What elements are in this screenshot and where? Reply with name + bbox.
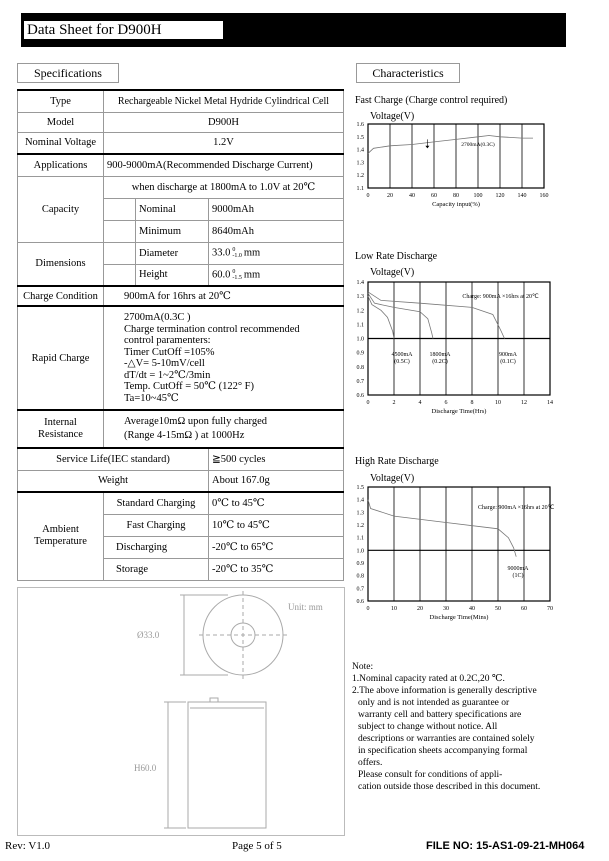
chart3-xtick: 40 [469, 606, 475, 612]
chart2-xtick: 4 [418, 400, 422, 406]
dimensions-label: Dimensions [18, 242, 104, 286]
chart1-ytick: 1.5 [356, 134, 364, 141]
spec-table [17, 89, 344, 581]
chart1-title: Fast Charge (Charge control required) [355, 95, 508, 106]
nominal-value: 9000mAh [209, 198, 344, 220]
chart2-xtick: 2 [392, 400, 396, 406]
discharging-label: Discharging [104, 536, 209, 558]
capacity-condition: when discharge at 1800mA to 1.0V at 20℃ [104, 176, 344, 198]
chart1-ytick: 1.1 [356, 186, 364, 192]
chart2-ytick: 0.6 [356, 393, 364, 399]
chart3-series-label: 9000mA [507, 566, 529, 572]
chart3-ylabel: Voltage(V) [370, 473, 415, 484]
chart2-series-label: 4500mA [391, 352, 413, 358]
std-charging-label: Standard Charging [104, 492, 209, 514]
characteristics-heading: Characteristics [356, 63, 460, 83]
side-view-body [188, 702, 266, 828]
chart1-ytick: 1.3 [356, 160, 364, 167]
chart2-xtick: 12 [521, 400, 527, 406]
height-label: Height [136, 264, 209, 286]
chart2-xlabel: Discharge Time(Hrs) [431, 408, 487, 415]
chart1-series-line [368, 136, 533, 154]
chart1-annotation: 2700mA(0.3C) [461, 141, 495, 148]
chart3-ytick: 0.6 [356, 599, 364, 605]
chart1-ytick: 1.2 [356, 173, 364, 180]
minimum-label: Minimum [136, 220, 209, 242]
charge-label: Charge Condition [18, 286, 104, 306]
ambient-label: Ambient Temperature [18, 492, 104, 580]
chart3-ytick: 0.8 [356, 573, 364, 580]
chart3-xtick: 10 [391, 606, 397, 612]
chart1-ytick: 1.6 [356, 122, 364, 128]
chart1-xtick: 20 [387, 193, 393, 199]
notes-heading: Note: [352, 662, 374, 672]
chart1-xtick: 40 [409, 193, 415, 199]
chart2-xtick: 6 [444, 400, 448, 406]
weight-label: Weight [18, 470, 209, 492]
note-line: in specification sheets accompanying formal [358, 746, 528, 756]
footer-rev: Rev: V1.0 [5, 840, 51, 852]
chart1-xlabel: Capacity input(%) [432, 201, 480, 208]
charge-value: 900mA for 16hrs at 20℃ [104, 286, 344, 306]
drawing-diameter: Ø33.0 [137, 630, 160, 640]
chart1-xtick: 80 [453, 193, 459, 199]
diameter-label: Diameter [136, 242, 209, 264]
note-line: cation outside those described in this document. [358, 782, 541, 792]
rapid-value: 2700mA(0.3C ) Charge termination control recommended control paramenters: Timer CutOff =105% -△V= 5-10mV/cell dT/dt = 1~2℃/3min Temp. CutOff = 50℃ (122° F) Ta=10~45℃ [104, 306, 344, 410]
note-line: descriptions or warranties are contained solely [358, 734, 535, 744]
model-value: D900H [104, 112, 344, 132]
fast-charging-value: 10℃ to 45℃ [209, 514, 344, 536]
chart3-annotation: Charge: 900mA ×16hrs at 20℃ [478, 505, 555, 512]
ir-value: Average10mΩ upon fully charged (Range 4-15mΩ ) at 1000Hz [104, 410, 344, 448]
weight-value: About 167.0g [209, 470, 344, 492]
chart1-xtick: 160 [539, 193, 549, 199]
chart2-xtick: 0 [366, 400, 370, 406]
chart3-title: High Rate Discharge [355, 456, 439, 467]
type-label: Type [18, 90, 104, 112]
specifications-heading: Specifications [17, 63, 119, 83]
chart3-ytick: 0.9 [356, 561, 364, 567]
chart3-ytick: 1.4 [356, 497, 364, 504]
voltage-value: 1.2V [104, 132, 344, 154]
chart3-xtick: 50 [495, 606, 501, 612]
type-value: Rechargeable Nickel Metal Hydride Cylindrical Cell [104, 90, 344, 112]
chart3-ytick: 1.2 [356, 523, 364, 529]
chart2-series-label: 1800mA [429, 352, 451, 358]
chart2-ytick: 0.9 [356, 350, 364, 357]
chart2-series-line [368, 296, 394, 338]
chart1-xtick: 140 [517, 193, 527, 199]
cell-drawing [17, 587, 345, 836]
storage-label: Storage [104, 558, 209, 580]
chart3-ytick: 1.3 [356, 510, 364, 517]
note-line: subject to change without notice. All [358, 722, 498, 732]
fast-charging-label: Fast Charging [104, 514, 209, 536]
minimum-value: 8640mAh [209, 220, 344, 242]
chart3-frame [368, 487, 550, 601]
model-label: Model [18, 112, 104, 132]
chart2-ylabel: Voltage(V) [370, 267, 415, 278]
applications-value: 900-9000mA(Recommended Discharge Current) [104, 154, 344, 176]
chart2-ytick: 0.8 [356, 364, 364, 371]
chart2-series-label: (0.1C) [500, 359, 516, 365]
chart2-title: Low Rate Discharge [355, 251, 438, 262]
chart3-xlabel: Discharge Time(Mins) [429, 614, 489, 621]
chart3-xtick: 30 [443, 606, 449, 612]
chart2-ytick: 1.3 [356, 294, 364, 301]
drawing-height: H60.0 [134, 763, 157, 773]
storage-value: -20℃ to 35℃ [209, 558, 344, 580]
chart2-ytick: 1.1 [356, 322, 364, 329]
chart1-ytick: 1.4 [356, 147, 364, 154]
page-title: Data Sheet for D900H [24, 21, 223, 39]
note-line: 1.Nominal capacity rated at 0.2C,20 ℃. [352, 674, 505, 684]
chart3-svg [350, 481, 562, 627]
life-label: Service Life(IEC standard) [18, 448, 209, 470]
chart3-ytick: 1.1 [356, 535, 364, 542]
nominal-label: Nominal [136, 198, 209, 220]
chart1-ylabel: Voltage(V) [370, 111, 415, 122]
applications-label: Applications [18, 154, 104, 176]
chart1-xtick: 100 [473, 193, 483, 199]
chart2-ytick: 1.0 [356, 336, 364, 343]
capacity-label: Capacity [18, 176, 104, 242]
chart1-xtick: 0 [366, 193, 370, 199]
footer-page: Page 5 of 5 [232, 840, 282, 852]
chart3-series-label: (1C) [512, 573, 524, 579]
note-line: only and is not intended as guarantee or [358, 698, 510, 708]
chart2-ytick: 1.2 [356, 308, 364, 315]
ir-label: Internal Resistance [18, 410, 104, 448]
note-line: warranty cell and battery specifications are [358, 710, 522, 720]
chart2-annotation: Charge: 900mA ×16hrs at 20℃ [462, 294, 539, 301]
chart3-ytick: 0.7 [356, 586, 364, 593]
rapid-label: Rapid Charge [18, 306, 104, 410]
cell-drawing-svg [18, 588, 344, 835]
notes [352, 661, 562, 793]
drawing-unit: Unit: mm [288, 602, 323, 612]
chart1-svg [350, 118, 560, 218]
note-line: offers. [358, 758, 383, 768]
chart1-xtick: 120 [495, 193, 505, 199]
chart2-ytick: 1.4 [356, 280, 364, 286]
chart3-xtick: 60 [521, 606, 527, 612]
chart3-xtick: 20 [417, 606, 423, 612]
chart1-arrowhead [425, 146, 429, 149]
discharging-value: -20℃ to 65℃ [209, 536, 344, 558]
chart2-series-label: (0.5C) [394, 359, 410, 365]
chart2-svg [350, 276, 562, 422]
chart2-series-line [368, 293, 433, 338]
chart2-xtick: 14 [547, 400, 553, 406]
height-value: 60.0 0 -1.5 mm [209, 264, 344, 286]
std-charging-value: 0℃ to 45℃ [209, 492, 344, 514]
chart2-series-label: (0.2C) [432, 359, 448, 365]
chart2-xtick: 10 [495, 400, 501, 406]
chart1-xtick: 60 [431, 193, 437, 199]
chart2-xtick: 8 [470, 400, 474, 406]
life-value: ≧500 cycles [209, 448, 344, 470]
chart2-ytick: 0.7 [356, 378, 364, 385]
chart3-ytick: 1.5 [356, 485, 364, 491]
chart3-xtick: 0 [366, 606, 370, 612]
chart3-ytick: 1.0 [356, 548, 364, 555]
voltage-label: Nominal Voltage [18, 132, 104, 154]
diameter-value: 33.0 0 -1.0 mm [209, 242, 344, 264]
chart3-xtick: 70 [547, 606, 553, 612]
chart2-series-label: 900mA [499, 352, 517, 358]
note-line: 2.The above information is generally descriptive [352, 686, 537, 696]
note-line: Please consult for conditions of appli- [358, 770, 503, 780]
footer-file-no: FILE NO: 15-AS1-09-21-MH064 [426, 840, 585, 852]
